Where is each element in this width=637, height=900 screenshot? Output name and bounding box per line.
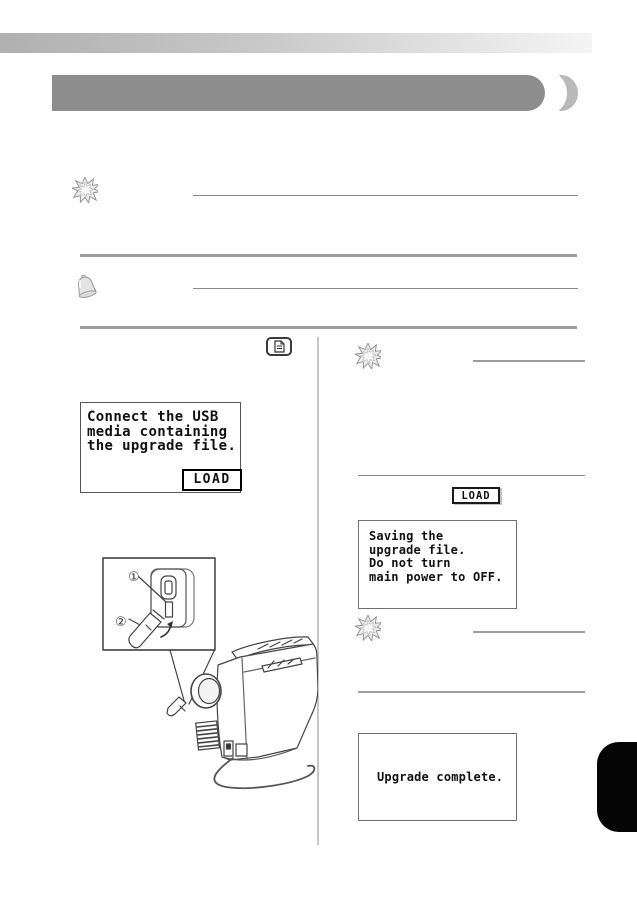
load-button[interactable]: LOAD [182,469,242,491]
section-rule [80,254,577,257]
lcd-screen-saving [358,520,517,609]
lcd-line: main power to OFF. [369,570,503,585]
note-title-rule [193,288,578,289]
lcd-screen-connect [80,402,241,493]
section-rule [80,326,577,329]
lcd-screen-complete [358,733,517,821]
note-heading-rule [473,631,585,633]
sparkle-icon [355,615,381,641]
lcd-line: the upgrade file. [87,438,237,455]
sparkle-icon [72,177,98,203]
memo-step-button[interactable] [266,337,292,356]
bell-icon [74,273,98,301]
lcd-line: Upgrade complete. [377,770,504,784]
lcd-line: Saving the [369,529,444,543]
note-heading-rule [473,360,585,362]
sparkle-icon [355,343,381,369]
memo-page-icon [273,340,285,353]
top-gradient-strip [0,33,592,53]
lcd-line: media containing [87,423,228,440]
load-key-button[interactable]: LOAD [452,487,500,504]
page-index-tab [597,742,637,832]
lcd-line: upgrade file. [369,542,466,557]
lcd-line: Do not turn [369,556,451,571]
lcd-line: Connect the USB [87,409,219,425]
note-end-rule [358,691,585,693]
note-title-rule [193,195,578,196]
callout-label-2: ② [115,615,127,630]
note-end-rule [358,475,585,476]
usb-insertion-illustration [60,540,318,800]
chapter-header-bar [52,75,545,111]
callout-label-1: ① [128,570,140,585]
